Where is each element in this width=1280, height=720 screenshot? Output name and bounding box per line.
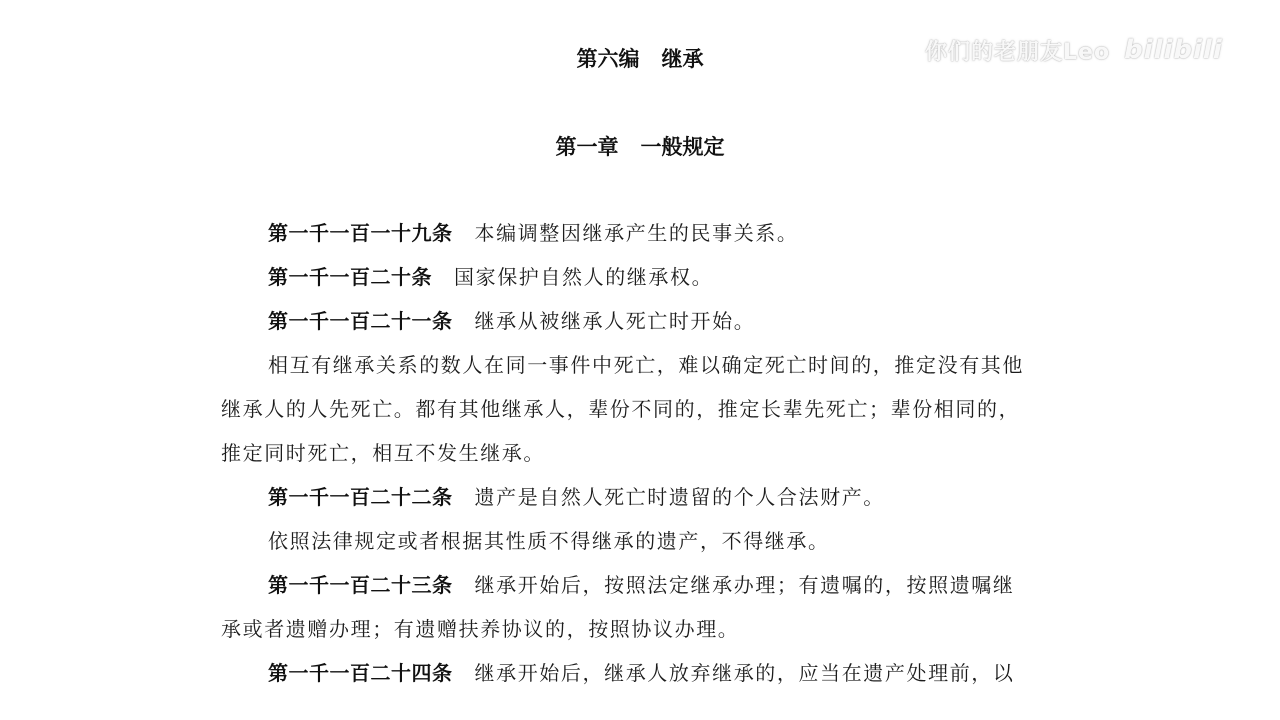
paragraph-line: 推定同时死亡，相互不发生继承。: [221, 441, 545, 465]
article-number: 第一千一百二十条: [268, 265, 432, 289]
article-line: [268, 485, 885, 509]
chapter-label: 第一章: [555, 135, 619, 159]
article-text: 继承开始后，按照法定继承办理；有遗嘱的，按照遗嘱继: [474, 573, 1015, 597]
paragraph-line: 承或者遗赠办理；有遗赠扶养协议的，按照协议办理。: [221, 617, 740, 641]
article-text: 继承开始后，继承人放弃继承的，应当在遗产处理前，以: [474, 661, 1015, 685]
article-line: [268, 661, 1015, 685]
article-text: 遗产是自然人死亡时遗留的个人合法财产。: [474, 485, 885, 509]
article-line: [268, 573, 1015, 597]
article-line: [268, 221, 799, 245]
article-text: 国家保护自然人的继承权。: [454, 265, 714, 289]
article-number: 第一千一百一十九条: [268, 221, 453, 245]
article-line: [268, 309, 755, 333]
article-number: 第一千一百二十三条: [268, 573, 453, 597]
paragraph-line: 相互有继承关系的数人在同一事件中死亡，难以确定死亡时间的，推定没有其他: [268, 353, 1024, 377]
article-number: 第一千一百二十一条: [268, 309, 453, 333]
part-name: 继承: [661, 47, 704, 71]
paragraph-line: 依照法律规定或者根据其性质不得继承的遗产，不得继承。: [268, 529, 830, 553]
article-text: 本编调整因继承产生的民事关系。: [474, 221, 799, 245]
article-text: 继承从被继承人死亡时开始。: [474, 309, 756, 333]
watermark-channel-name: 你们的老朋友Leo: [925, 39, 1111, 65]
chapter-name: 一般规定: [640, 135, 725, 159]
part-title: [0, 43, 1280, 73]
article-number: 第一千一百二十四条: [268, 661, 453, 685]
part-label: 第六编: [576, 47, 640, 71]
paragraph-line: 继承人的人先死亡。都有其他继承人，辈份不同的，推定长辈先死亡；辈份相同的，: [221, 397, 1021, 421]
article-line: [268, 265, 713, 289]
chapter-title: [0, 131, 1280, 161]
bilibili-logo-icon: bilibili: [1124, 35, 1223, 65]
article-number: 第一千一百二十二条: [268, 485, 453, 509]
